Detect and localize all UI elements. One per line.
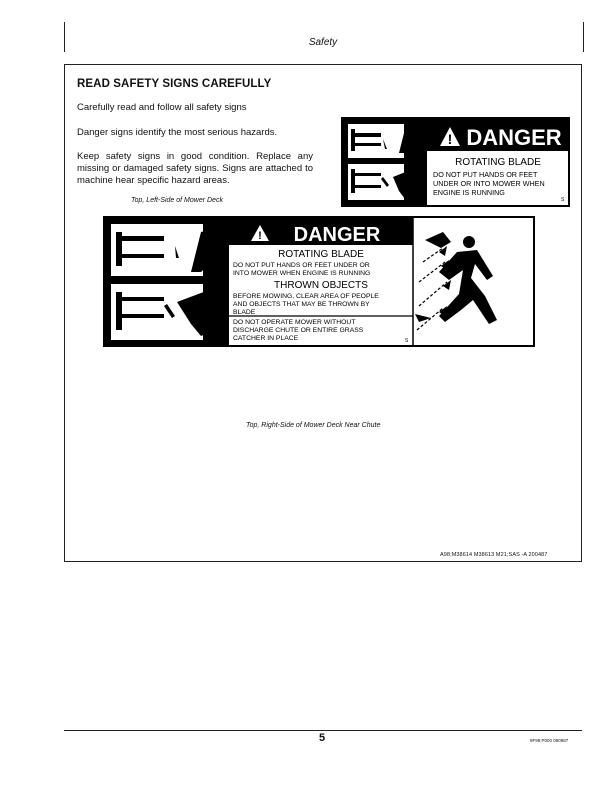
svg-text:DO NOT PUT HANDS OR FEET UNDER: DO NOT PUT HANDS OR FEET UNDER OR <box>233 262 370 269</box>
svg-text:BEFORE MOWING, CLEAR AREA OF P: BEFORE MOWING, CLEAR AREA OF PEOPLE <box>233 293 379 300</box>
svg-text:CATCHER IN PLACE: CATCHER IN PLACE <box>233 335 299 342</box>
svg-text:DISCHARGE CHUTE OR ENTIRE GRAS: DISCHARGE CHUTE OR ENTIRE GRASS <box>233 327 364 334</box>
svg-text:DO NOT PUT HANDS OR FEET: DO NOT PUT HANDS OR FEET <box>433 170 538 179</box>
paragraph-danger-signs: Danger signs identify the most serious hazards. <box>77 127 278 138</box>
danger-sign-large <box>103 216 535 347</box>
svg-text:UNDER OR INTO MOWER WHEN: UNDER OR INTO MOWER WHEN <box>433 179 545 188</box>
svg-text:INTO MOWER WHEN ENGINE IS RUNN: INTO MOWER WHEN ENGINE IS RUNNING <box>233 270 371 277</box>
svg-text:!: ! <box>258 230 262 242</box>
footer-rule <box>64 730 582 731</box>
svg-text:ENGINE IS RUNNING: ENGINE IS RUNNING <box>433 188 505 197</box>
danger-sign-small <box>341 117 570 207</box>
paragraph-keep-signs: Keep safety signs in good condition. Replace any missing or damaged safety signs. Signs are attached to machine hear specific hazard areas. <box>77 151 313 186</box>
section-title: READ SAFETY SIGNS CAREFULLY <box>77 78 272 90</box>
svg-text:!: ! <box>447 131 453 147</box>
svg-text:DO NOT OPERATE MOWER WITHOUT: DO NOT OPERATE MOWER WITHOUT <box>233 319 356 326</box>
document-reference: A98;M38614 M38613 M21;SAS -A 200487 <box>440 552 548 558</box>
thrown-objects-heading: THROWN OBJECTS <box>274 280 368 291</box>
caption-right-side: Top, Right-Side of Mower Deck Near Chute <box>246 422 381 429</box>
blade-hazard-icon <box>111 224 203 276</box>
rotating-blade-heading-large: ROTATING BLADE <box>278 249 364 260</box>
danger-heading-large: DANGER <box>293 224 381 246</box>
danger-heading-small: DANGER <box>466 125 562 150</box>
page-number: 5 <box>318 732 326 744</box>
running-title: Safety <box>308 37 338 48</box>
svg-text:S: S <box>561 197 565 203</box>
svg-text:AND OBJECTS THAT MAY BE THROWN: AND OBJECTS THAT MAY BE THROWN BY <box>233 301 370 308</box>
paragraph-read-signs: Carefully read and follow all safety signs <box>77 102 247 113</box>
footer-code: 9F99;P000 090987 <box>530 738 569 743</box>
rotating-blade-heading-small: ROTATING BLADE <box>455 157 541 168</box>
caption-left-side: Top, Left-Side of Mower Deck <box>131 197 223 204</box>
svg-text:BLADE: BLADE <box>233 309 256 316</box>
svg-text:S: S <box>405 338 409 344</box>
blade-hazard-icon <box>348 124 404 158</box>
